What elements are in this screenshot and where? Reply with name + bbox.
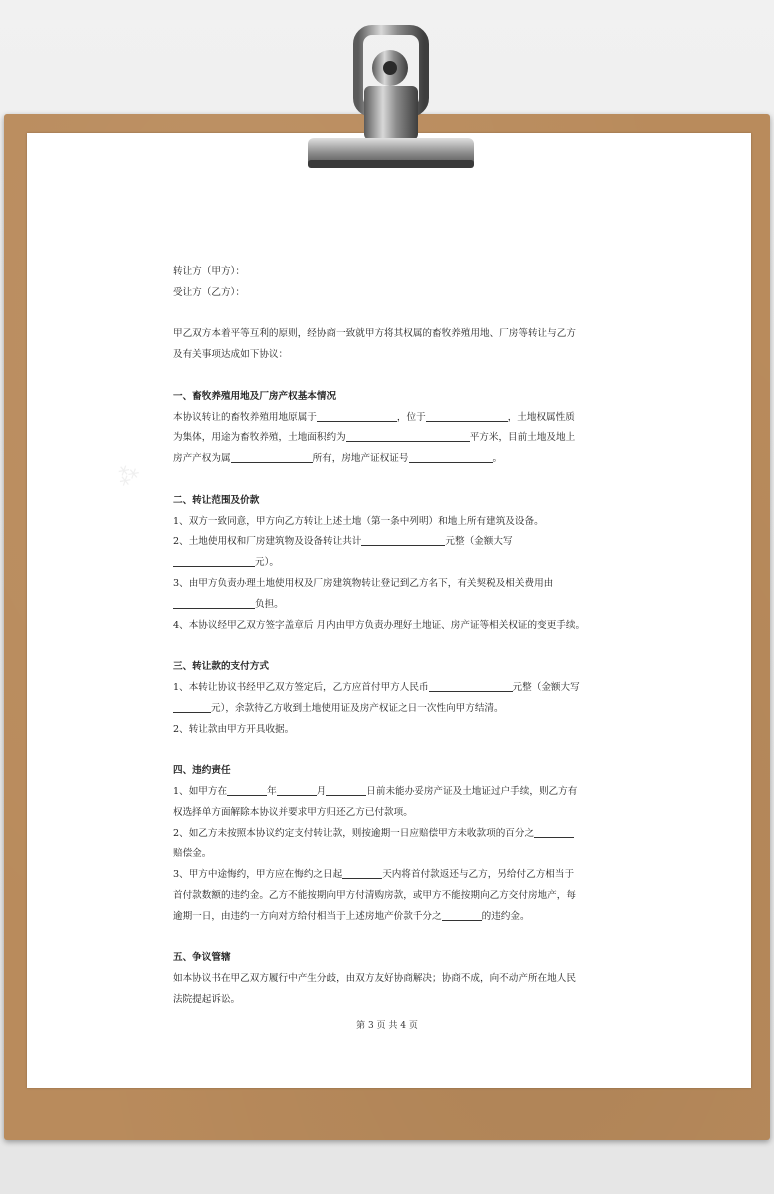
watermark: ⁂: [111, 458, 145, 493]
clause-line: 3、由甲方负责办理土地使用权及厂房建筑物转让登记到乙方名下，有关契税及相关费用由: [173, 577, 554, 589]
intro-line: 及有关事项达成如下协议：: [173, 349, 289, 361]
party-transferee: 受让方（乙方）：: [173, 286, 245, 298]
fill-blank: [317, 409, 397, 422]
section-heading: 四、违约责任: [173, 765, 231, 777]
page-number: 第 3 页 共 4 页: [356, 1021, 418, 1031]
clause-line: 3、甲方中途悔约，甲方应在悔约之日起 天内将首付款返还与乙方，另给付乙方相当于: [173, 865, 605, 886]
clause-line: 1、本转让协议书经甲乙双方签定后，乙方应首付甲方人民币 元整（金额大写: [173, 678, 605, 699]
clause-line: 2、如乙方未按照本协议约定支付转让款，则按逾期一日应赔偿甲方未收款项的百分之: [173, 824, 605, 845]
clause-line: 2、土地使用权和厂房建筑物及设备转让共计 元整（金额大写: [173, 532, 605, 553]
fill-blank: [346, 429, 470, 442]
section-heading: 三、转让款的支付方式: [173, 661, 269, 673]
clause-line: 负担。: [173, 595, 605, 616]
section-heading: 二、转让范围及价款: [173, 494, 260, 506]
fill-blank: [173, 596, 255, 609]
fill-blank: [426, 409, 508, 422]
fill-blank: [534, 825, 574, 838]
fill-blank: [231, 450, 313, 463]
clause-line: 逾期一日，由违约一方向对方给付相当于上述房地产价款千分之 的违约金。: [173, 907, 605, 928]
clause-line: 4、本协议经甲乙双方签字盖章后 月内由甲方负责办理好土地证、房产证等相关权证的变更手续。: [173, 619, 586, 631]
document-body: [173, 262, 605, 1011]
intro-line: 甲乙双方本着平等互利的原则，经协商一致就甲方将其权属的畜牧养殖用地、厂房等转让与乙方: [173, 328, 576, 340]
fill-blank: [442, 908, 482, 921]
section-paragraph: 本协议转让的畜牧养殖用地原属于 ，位于 ，土地权属性质: [173, 408, 605, 429]
section-paragraph: 为集体，用途为畜牧养殖，土地面积约为 平方米，目前土地及地上: [173, 428, 605, 449]
clause-line: 赔偿金。: [173, 848, 212, 860]
clause-line: 如本协议书在甲乙双方履行中产生分歧，由双方友好协商解决；协商不成，向不动产所在地人民: [173, 973, 576, 985]
section-heading: 一、畜牧养殖用地及厂房产权基本情况: [173, 390, 337, 402]
fill-blank: [409, 450, 493, 463]
fill-blank: [326, 783, 366, 796]
clause-line: 首付款数额的违约金。乙方不能按期向甲方付清购房款，或甲方不能按期向乙方交付房地产，每: [173, 889, 576, 901]
clause-line: 权选择单方面解除本协议并要求甲方归还乙方已付款项。: [173, 806, 413, 818]
section-paragraph: 房产产权为属 所有，房地产证权证号 。: [173, 449, 605, 470]
fill-blank: [342, 866, 382, 879]
fill-blank: [227, 783, 267, 796]
fill-blank: [173, 700, 211, 713]
fill-blank: [429, 679, 513, 692]
clause-line: 2、转让款由甲方开具收据。: [173, 723, 295, 735]
clause-line: 元）。: [173, 553, 605, 574]
clause-line: 元），余款待乙方收到土地使用证及房产权证之日一次性向甲方结清。: [173, 699, 605, 720]
binder-clip-icon: [300, 20, 480, 180]
clause-line: 1、如甲方在 年 月 日前未能办妥房产证及土地证过户手续，则乙方有: [173, 782, 605, 803]
section-heading: 五、争议管辖: [173, 952, 231, 964]
clause-line: 1、双方一致同意，甲方向乙方转让上述土地（第一条中列明）和地上所有建筑及设备。: [173, 515, 544, 527]
fill-blank: [277, 783, 317, 796]
party-transferor: 转让方（甲方）：: [173, 266, 245, 277]
fill-blank: [361, 533, 445, 546]
clause-line: 法院提起诉讼。: [173, 993, 241, 1005]
fill-blank: [173, 554, 255, 567]
